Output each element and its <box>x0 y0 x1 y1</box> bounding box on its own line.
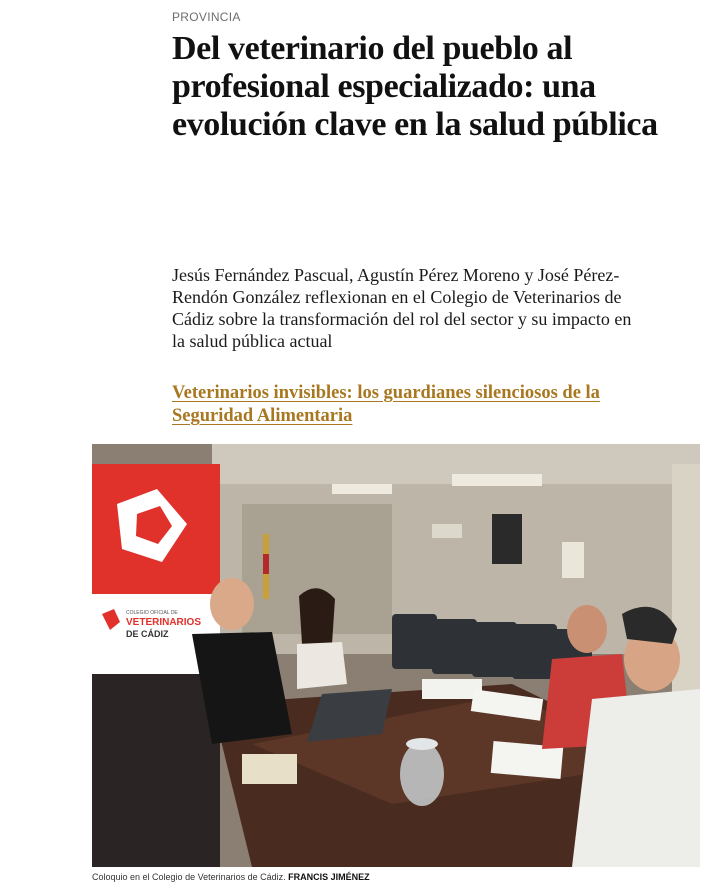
banner-text-2: VETERINARIOS <box>126 617 202 628</box>
article-photo[interactable] <box>92 444 700 867</box>
photo-credit: FRANCIS JIMÉNEZ <box>288 872 370 882</box>
subtitle: Jesús Fernández Pascual, Agustín Pérez Moreno y José Pérez-Rendón González reflexionan en el Colegio de Veterinarios de Cádiz sobre la transformación del rol del sector y su impacto en la salud pública actual <box>172 265 632 351</box>
section-label[interactable]: PROVINCIA <box>172 10 241 24</box>
banner-text-1: COLEGIO OFICIAL DE <box>126 610 178 616</box>
related-article-link[interactable]: Veterinarios invisibles: los guardianes silenciosos de la Seguridad Alimentaria <box>172 383 600 426</box>
photo-caption <box>92 872 370 882</box>
caption-text: Coloquio en el Colegio de Veterinarios de Cádiz. <box>92 872 286 882</box>
banner-text-3: DE CÁDIZ <box>126 629 169 639</box>
headline: Del veterinario del pueblo al profesional especializado: una evolución clave en la salud pública <box>172 30 658 143</box>
